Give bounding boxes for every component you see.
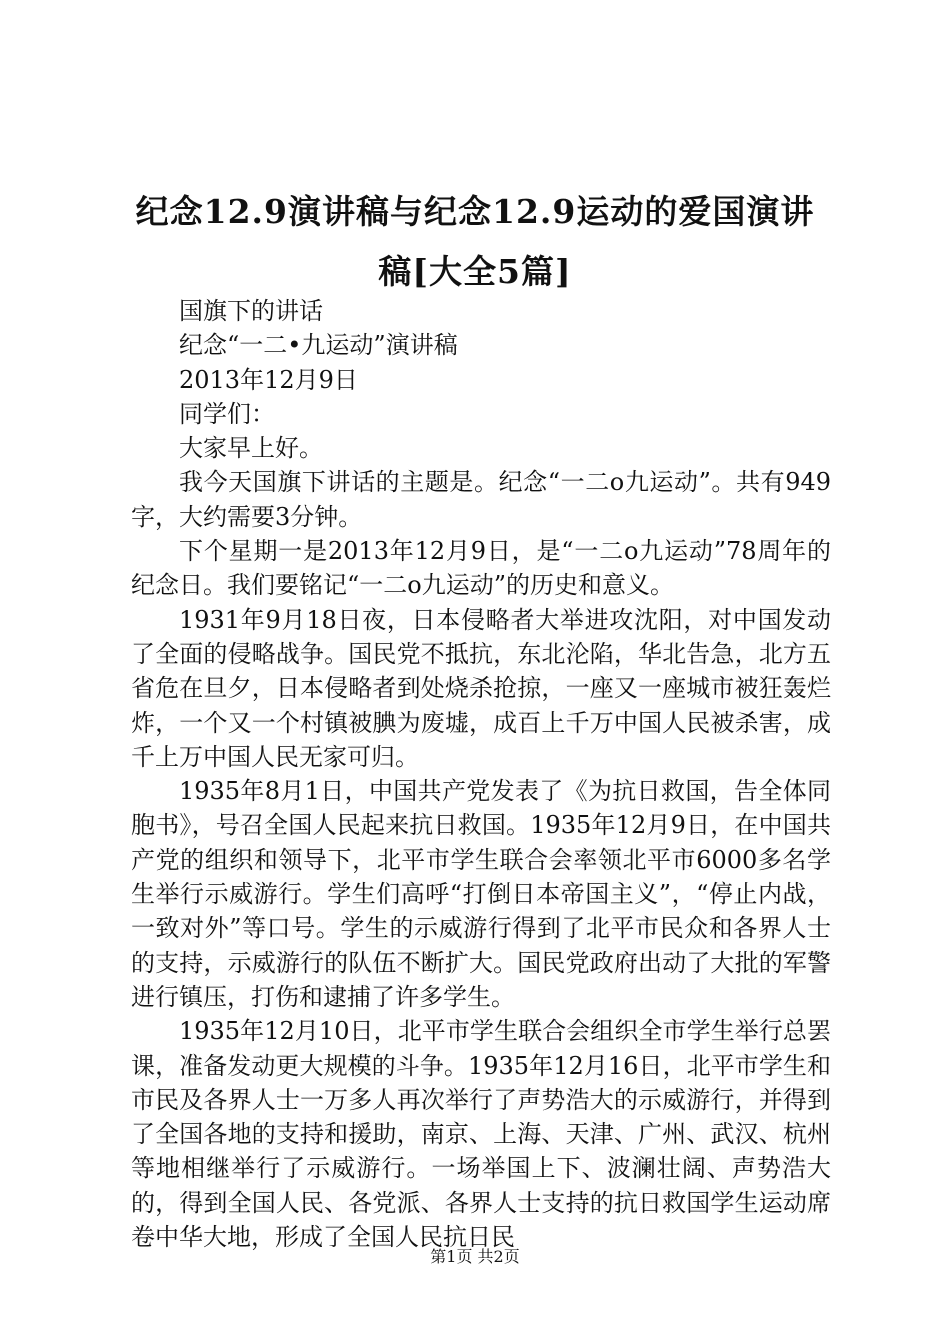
document-title: 纪念12.9演讲稿与纪念12.9运动的爱国演讲稿[大全5篇] xyxy=(135,192,815,291)
page-footer: 第1页 共2页 xyxy=(430,1247,520,1266)
paragraph: 我今天国旗下讲话的主题是。纪念“一二ο九运动”。共有949字，大约需要3分钟。 xyxy=(131,468,831,531)
paragraph: 大家早上好。 xyxy=(179,434,323,463)
paragraph: 1935年12月10日，北平市学生联合会组织全市学生举行总罢课，准备发动更大规模的斗争。1935年12月16日，北平市学生和市民及各界人士一万多人再次举行了声势浩大的示威游行，并得到了全国各地的支持和援助，南京、上海、天津、广州、武汉、杭州等地相继举行了示威游行。一场举国上下、波澜壮阔、声势浩大的，得到全国人民、各党派、各界人士支持的抗日救国学生运动席卷中华大地，形成了全国人民抗日民 xyxy=(131,1017,831,1252)
paragraph: 2013年12月9日 xyxy=(179,365,358,394)
paragraph: 1931年9月18日夜，日本侵略者大举进攻沈阳，对中国发动了全面的侵略战争。国民党不抵抗，东北沦陷，华北告急，北方五省危在旦夕，日本侵略者到处烧杀抢掠，一座又一座城市被狂轰烂炸，一个又一个村镇被腆为废墟，成百上千万中国人民被杀害，成千上万中国人民无家可归。 xyxy=(131,605,831,771)
document-body xyxy=(131,294,831,1254)
paragraph: 下个星期一是2013年12月9日，是“一二ο九运动”78周年的纪念日。我们要铭记“一二ο九运动”的历史和意义。 xyxy=(131,537,831,600)
paragraph: 1935年8月1日，中国共产党发表了《为抗日救国，告全体同胞书》，号召全国人民起来抗日救国。1935年12月9日，在中国共产党的组织和领导下，北平市学生联合会率领北平市6000多名学生举行示威游行。学生们高呼“打倒日本帝国主义”，“停止内战，一致对外”等口号。学生的示威游行得到了北平市民众和各界人士的支持，示威游行的队伍不断扩大。国民党政府出动了大批的军警进行镇压，打伤和逮捕了许多学生。 xyxy=(131,777,831,1011)
paragraph: 纪念“一二•九运动”演讲稿 xyxy=(179,331,458,360)
paragraph: 国旗下的讲话 xyxy=(179,297,323,325)
paragraph: 同学们： xyxy=(179,399,275,428)
